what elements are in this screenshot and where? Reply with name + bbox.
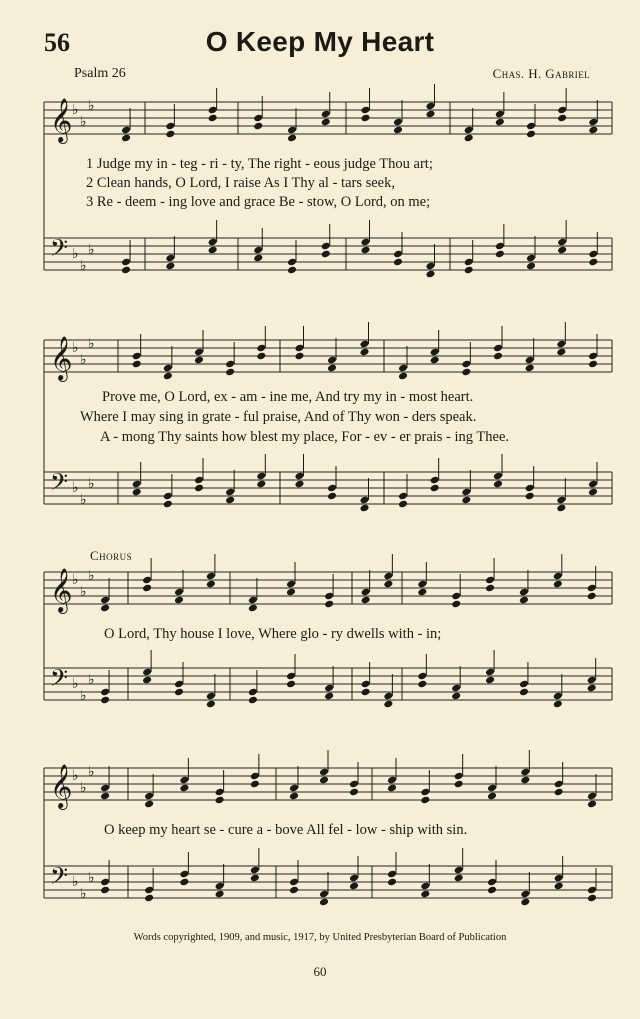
svg-text:♭: ♭ [72,102,79,118]
svg-text:♭: ♭ [80,584,87,600]
svg-text:♭: ♭ [80,886,87,902]
svg-text:♭: ♭ [72,480,79,496]
svg-text:♭: ♭ [88,476,95,492]
svg-text:♭: ♭ [72,246,79,262]
svg-text:𝄢: 𝄢 [50,234,69,267]
svg-text:♭: ♭ [88,764,95,780]
svg-text:𝄞: 𝄞 [50,764,73,808]
svg-text:♭: ♭ [72,874,79,890]
svg-text:♭: ♭ [80,352,87,368]
hymn-number: 56 [44,28,70,57]
hymn-title: O Keep My Heart [205,26,435,57]
svg-text:♭: ♭ [72,768,79,784]
svg-text:♭: ♭ [88,336,95,352]
svg-text:𝄢: 𝄢 [50,468,69,501]
svg-text:♭: ♭ [80,492,87,508]
svg-text:𝄞: 𝄞 [50,98,73,142]
svg-text:♭: ♭ [80,114,87,130]
svg-text:♭: ♭ [88,870,95,886]
svg-text:♭: ♭ [80,688,87,704]
svg-text:♭: ♭ [88,98,95,114]
svg-text:♭: ♭ [88,242,95,258]
scripture-reference: Psalm 26 [74,66,126,81]
svg-text:♭: ♭ [80,258,87,274]
svg-text:♭: ♭ [88,672,95,688]
svg-text:♭: ♭ [80,780,87,796]
svg-text:𝄞: 𝄞 [50,568,73,612]
svg-text:♭: ♭ [72,676,79,692]
svg-text:𝄢: 𝄢 [50,862,69,895]
svg-text:♭: ♭ [88,568,95,584]
svg-text:𝄞: 𝄞 [50,336,73,380]
page-number: 60 [313,964,327,979]
svg-text:𝄢: 𝄢 [50,664,69,697]
copyright-notice: Words copyrighted, 1909, and music, 1917, by United Presbyterian Board of Publication [133,932,507,943]
chorus-label: Chorus [90,548,133,563]
svg-text:♭: ♭ [72,572,79,588]
svg-text:♭: ♭ [72,340,79,356]
composer-credit: Chas. H. Gabriel [492,66,590,81]
